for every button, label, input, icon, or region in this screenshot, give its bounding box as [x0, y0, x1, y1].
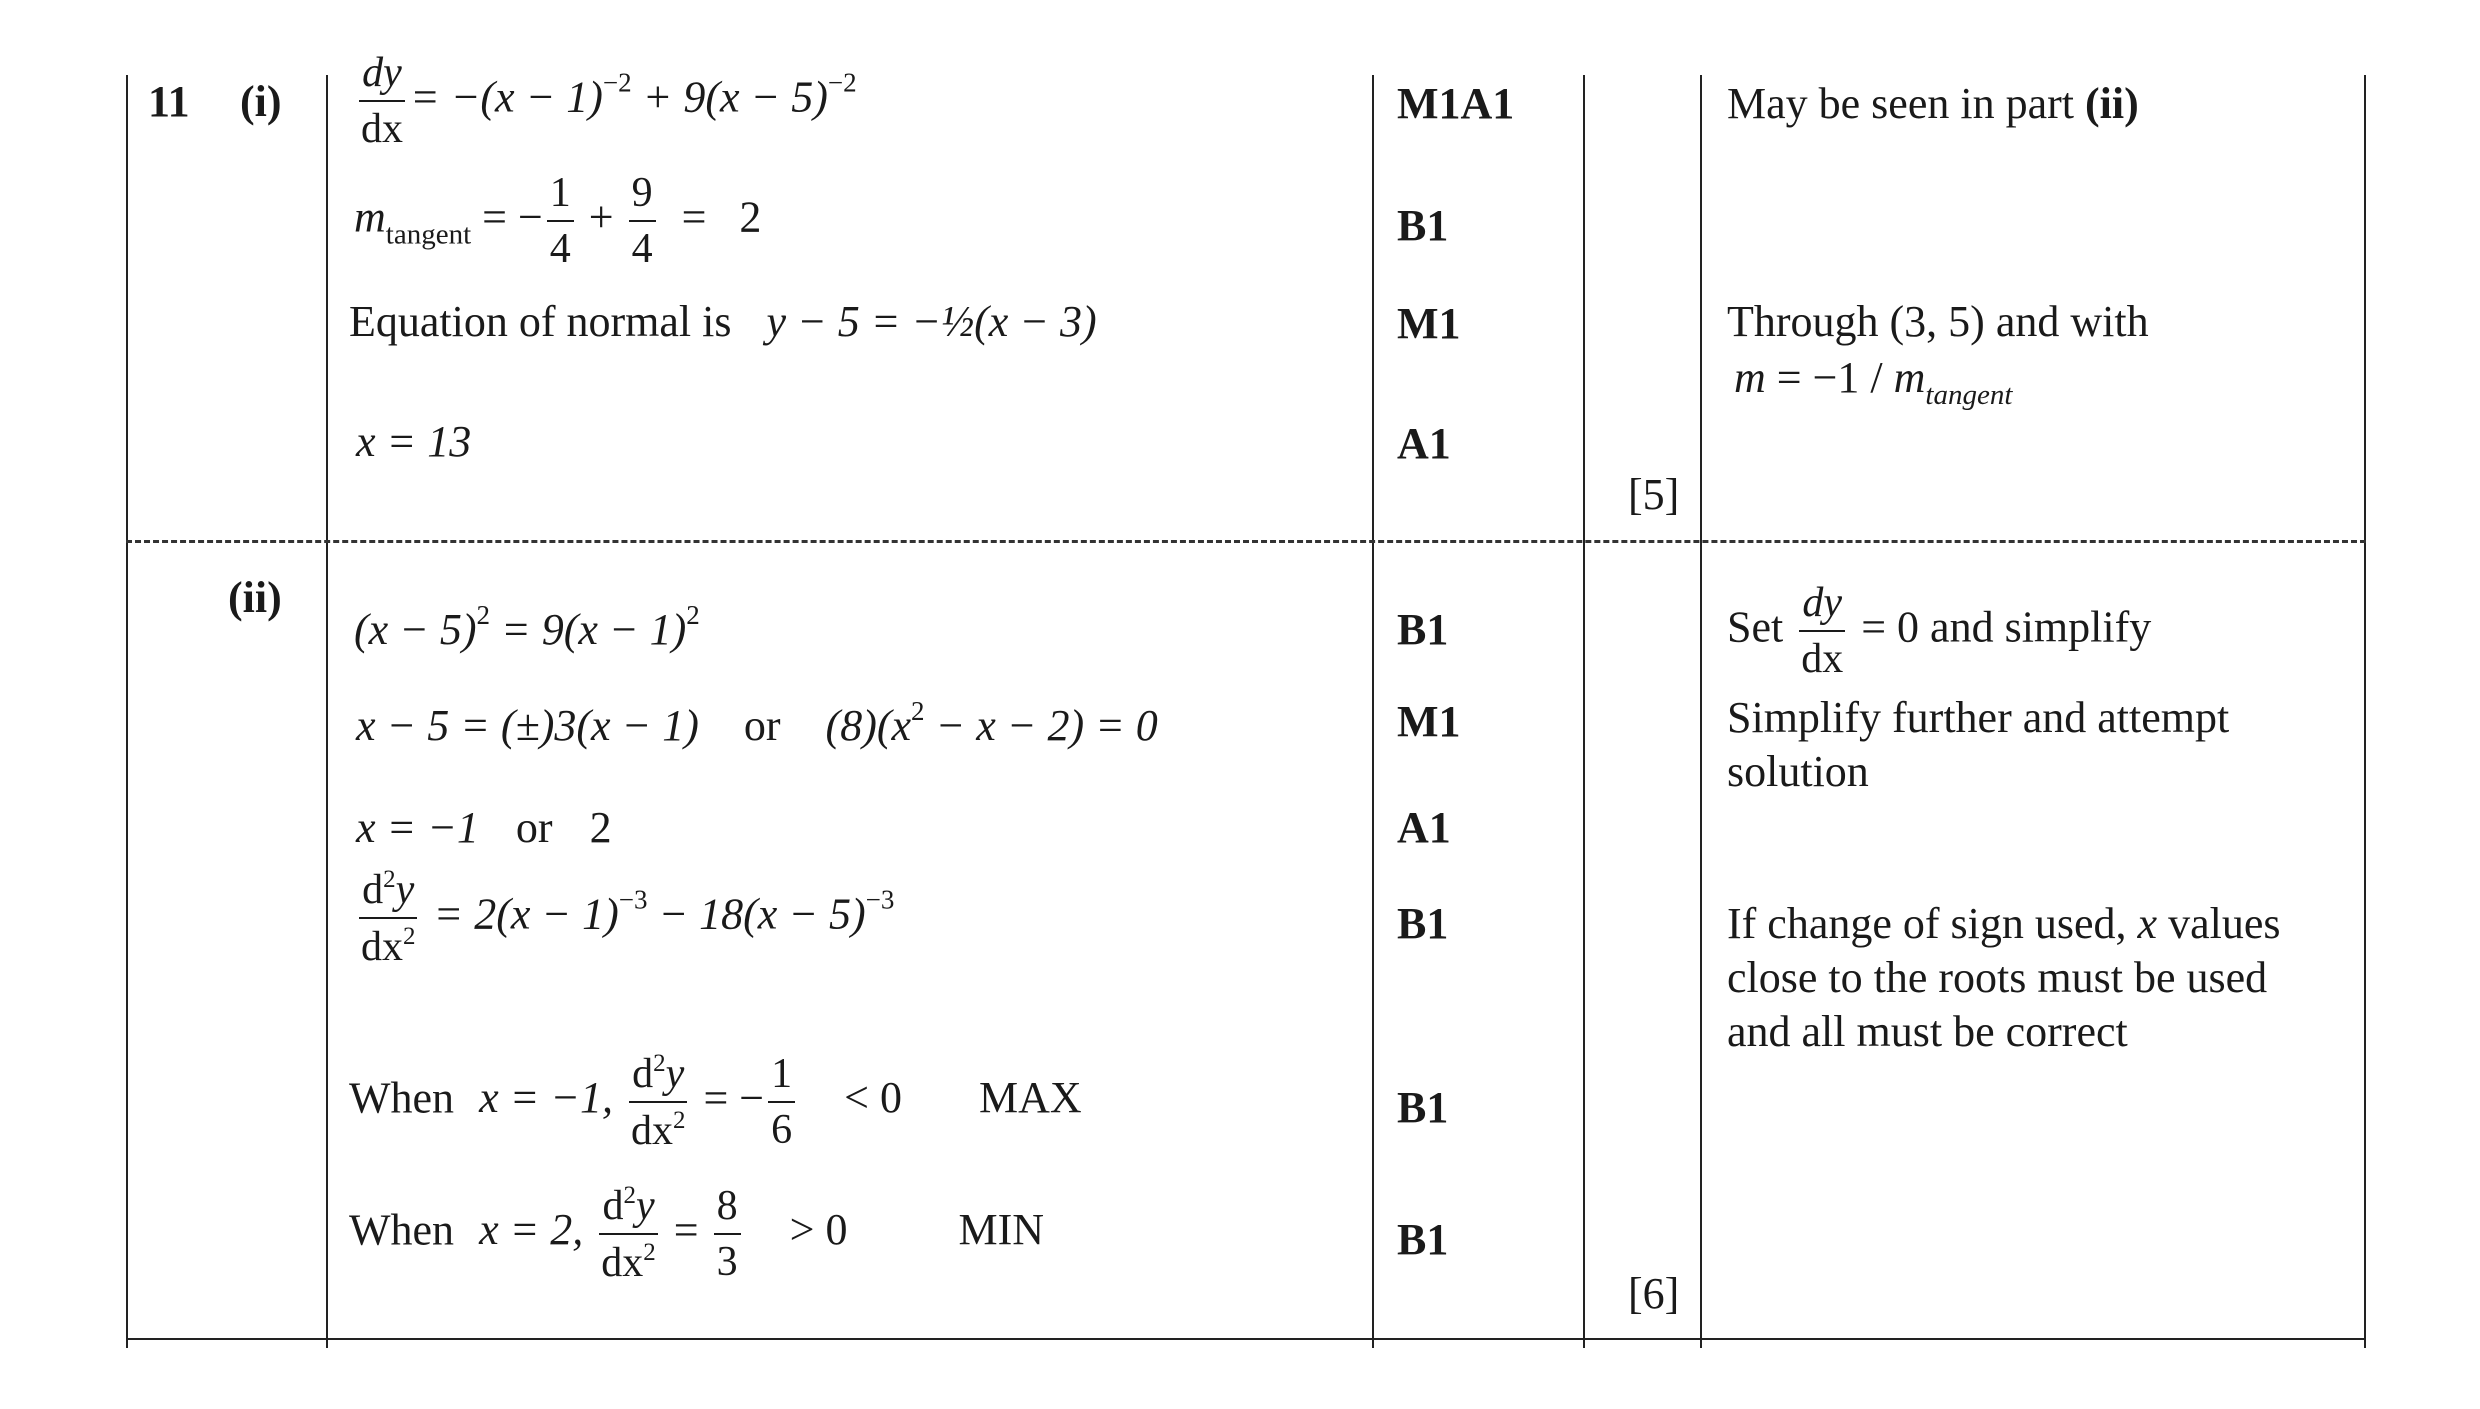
- m-subscript: tangent: [1925, 379, 2013, 411]
- x-symbol: x: [2137, 899, 2158, 948]
- when-word: When: [349, 1205, 455, 1255]
- d-symbol: d: [362, 867, 384, 913]
- x-equals-13: x = 13: [356, 417, 472, 466]
- fraction-numerator: 9: [629, 170, 656, 222]
- exponent: 2: [911, 696, 925, 726]
- y-symbol: y: [665, 1051, 685, 1097]
- factor-equation: x − 5 = (±)3(x − 1): [356, 701, 699, 750]
- or-word: or: [743, 701, 781, 750]
- part-ii-label: (ii): [228, 573, 282, 622]
- derivative-line: [354, 50, 857, 152]
- equals-minus-one-over: = −1 /: [1765, 353, 1894, 402]
- squared-rhs: = 9(x − 1): [490, 605, 687, 654]
- normal-equation: y − 5 = −½(x − 3): [766, 297, 1097, 346]
- equals-minus: = −: [692, 1073, 765, 1123]
- comparison: > 0: [789, 1205, 848, 1255]
- second-derivative-line: [354, 866, 894, 970]
- guidance-text: values: [2157, 899, 2281, 948]
- m-symbol: m: [1893, 353, 1926, 402]
- root-one: x = −1: [356, 803, 479, 852]
- nine-quarters-fraction: [629, 170, 656, 272]
- fraction-denominator: dx: [1801, 636, 1844, 683]
- d2y-dx2-fraction: [628, 1050, 689, 1154]
- exponent: 2: [672, 1107, 686, 1135]
- part-i-label: (i): [240, 77, 282, 126]
- fraction-numerator: 1: [768, 1051, 795, 1103]
- fraction-denominator: 3: [716, 1239, 738, 1286]
- quadratic-end: − x − 2) = 0: [924, 701, 1158, 750]
- fraction-denominator: 4: [631, 226, 653, 273]
- exponent: −3: [865, 884, 895, 915]
- mark-b1: B1: [1397, 201, 1449, 250]
- fraction-denominator: [628, 1103, 689, 1154]
- fraction-numerator: dy: [1799, 580, 1845, 632]
- d2y-dx2-fraction: [358, 866, 419, 970]
- question-number: 11: [148, 77, 190, 126]
- table-column-divider-3: [1583, 75, 1585, 1348]
- dx-symbol: dx: [601, 1240, 644, 1287]
- guidance-solution: solution: [1727, 747, 1869, 796]
- guidance-simplify-further: Simplify further and attempt: [1727, 693, 2230, 742]
- fraction-denominator: dx: [361, 106, 403, 153]
- fraction-numerator: 1: [547, 170, 574, 222]
- fraction-numerator: [629, 1050, 687, 1103]
- table-left-border: [126, 75, 128, 1348]
- table-column-divider-2: [1372, 75, 1374, 1348]
- exponent: 2: [643, 1239, 656, 1267]
- mark-a1: A1: [1397, 419, 1451, 468]
- normal-label: Equation of normal is: [349, 297, 732, 346]
- part-separator-dashed: [126, 540, 2366, 543]
- guidance-through-point: Through (3, 5) and with: [1727, 297, 2149, 346]
- dy-dx-fraction: [1798, 580, 1846, 682]
- table-bottom-border: [126, 1338, 2366, 1340]
- fraction-denominator: 4: [549, 226, 571, 273]
- quarter-fraction: [547, 170, 574, 272]
- comparison: < 0: [844, 1073, 902, 1123]
- min-word: MIN: [958, 1205, 1045, 1255]
- exponent: −2: [827, 67, 857, 98]
- y-symbol: y: [395, 867, 415, 913]
- root-equation-line: [356, 698, 1158, 748]
- table-right-border: [2364, 75, 2366, 1348]
- d2y-dx2-fraction: [598, 1182, 659, 1286]
- squared-lhs: (x − 5): [354, 605, 477, 654]
- m-symbol: m: [1734, 353, 1766, 402]
- m-symbol: m: [354, 192, 386, 242]
- fraction-numerator: [359, 866, 417, 919]
- root-two: 2: [589, 803, 612, 852]
- equals: =: [662, 1205, 710, 1255]
- exponent: −3: [618, 884, 648, 915]
- guidance-change-of-sign: [1727, 899, 2281, 948]
- mark-b1: B1: [1397, 1215, 1449, 1264]
- exponent: 2: [686, 600, 700, 630]
- eight-thirds-fraction: [714, 1183, 741, 1285]
- set-word: Set: [1727, 602, 1784, 652]
- mark-a1: A1: [1397, 803, 1451, 852]
- guidance-text: If change of sign used,: [1727, 899, 2138, 948]
- dx-symbol: dx: [630, 1108, 673, 1155]
- min-test-line: [349, 1182, 1044, 1286]
- fraction-denominator: 6: [771, 1107, 793, 1154]
- exponent: 2: [653, 1050, 666, 1077]
- mark-b1: B1: [1397, 899, 1449, 948]
- when-word: When: [349, 1073, 455, 1123]
- x-value: x = 2,: [479, 1205, 584, 1255]
- mark-m1: M1: [1397, 299, 1461, 348]
- plus-sign: +: [577, 192, 625, 242]
- max-word: MAX: [978, 1073, 1082, 1123]
- exponent: 2: [476, 600, 491, 630]
- mark-m1a1: M1A1: [1397, 79, 1515, 128]
- part-i-total: [5]: [1628, 470, 1680, 519]
- table-column-divider-1: [326, 75, 328, 1348]
- m-subscript: tangent: [385, 218, 472, 251]
- table-column-divider-4: [1700, 75, 1702, 1348]
- gradient-value: = 2: [659, 192, 762, 242]
- exponent: 2: [623, 1182, 636, 1209]
- guidance-normal-gradient: [1734, 353, 2013, 411]
- exponent: 2: [383, 866, 396, 893]
- fraction-numerator: 8: [714, 1183, 741, 1235]
- set-equation-tail: = 0 and simplify: [1850, 602, 2152, 652]
- fraction-numerator: [599, 1182, 657, 1235]
- quadratic-start: (8)(x: [825, 701, 912, 750]
- guidance-part-ref: (ii): [2085, 79, 2139, 128]
- derivative-rhs-b: + 9(x − 5): [631, 72, 828, 122]
- guidance-text: May be seen in part: [1727, 79, 2074, 128]
- dx-symbol: dx: [361, 924, 403, 971]
- guidance-all-correct: and all must be correct: [1727, 1007, 2128, 1056]
- x-value: x = −1,: [479, 1073, 613, 1123]
- d-symbol: d: [632, 1051, 654, 1097]
- mark-b1: B1: [1397, 1083, 1449, 1132]
- max-test-line: [349, 1050, 1082, 1154]
- squared-equation-line: [354, 602, 700, 652]
- exponent: 2: [403, 923, 416, 951]
- guidance-set-derivative: [1727, 580, 2151, 682]
- fraction-denominator: [358, 919, 419, 970]
- second-derivative-rhs-b: − 18(x − 5): [647, 889, 866, 939]
- d-symbol: d: [602, 1183, 624, 1229]
- derivative-rhs-a: = −(x − 1): [410, 72, 603, 122]
- equals-minus: = −: [471, 192, 543, 242]
- guidance-close-to-roots: close to the roots must be used: [1727, 953, 2268, 1002]
- dy-dx-fraction: [358, 50, 406, 152]
- fraction-denominator: [598, 1235, 659, 1286]
- tangent-gradient-line: [354, 170, 761, 272]
- exponent: −2: [602, 67, 632, 98]
- one-sixth-fraction: [768, 1051, 795, 1153]
- fraction-numerator: dy: [359, 50, 405, 102]
- roots-line: [356, 803, 612, 852]
- normal-equation-line: [349, 297, 1097, 346]
- guidance-seen-in-part: [1727, 79, 2139, 128]
- part-ii-total: [6]: [1628, 1269, 1680, 1318]
- or-word: or: [515, 803, 553, 852]
- y-symbol: y: [635, 1183, 655, 1229]
- mark-b1: B1: [1397, 605, 1449, 654]
- second-derivative-rhs-a: = 2(x − 1): [422, 889, 619, 939]
- mark-m1: M1: [1397, 697, 1461, 746]
